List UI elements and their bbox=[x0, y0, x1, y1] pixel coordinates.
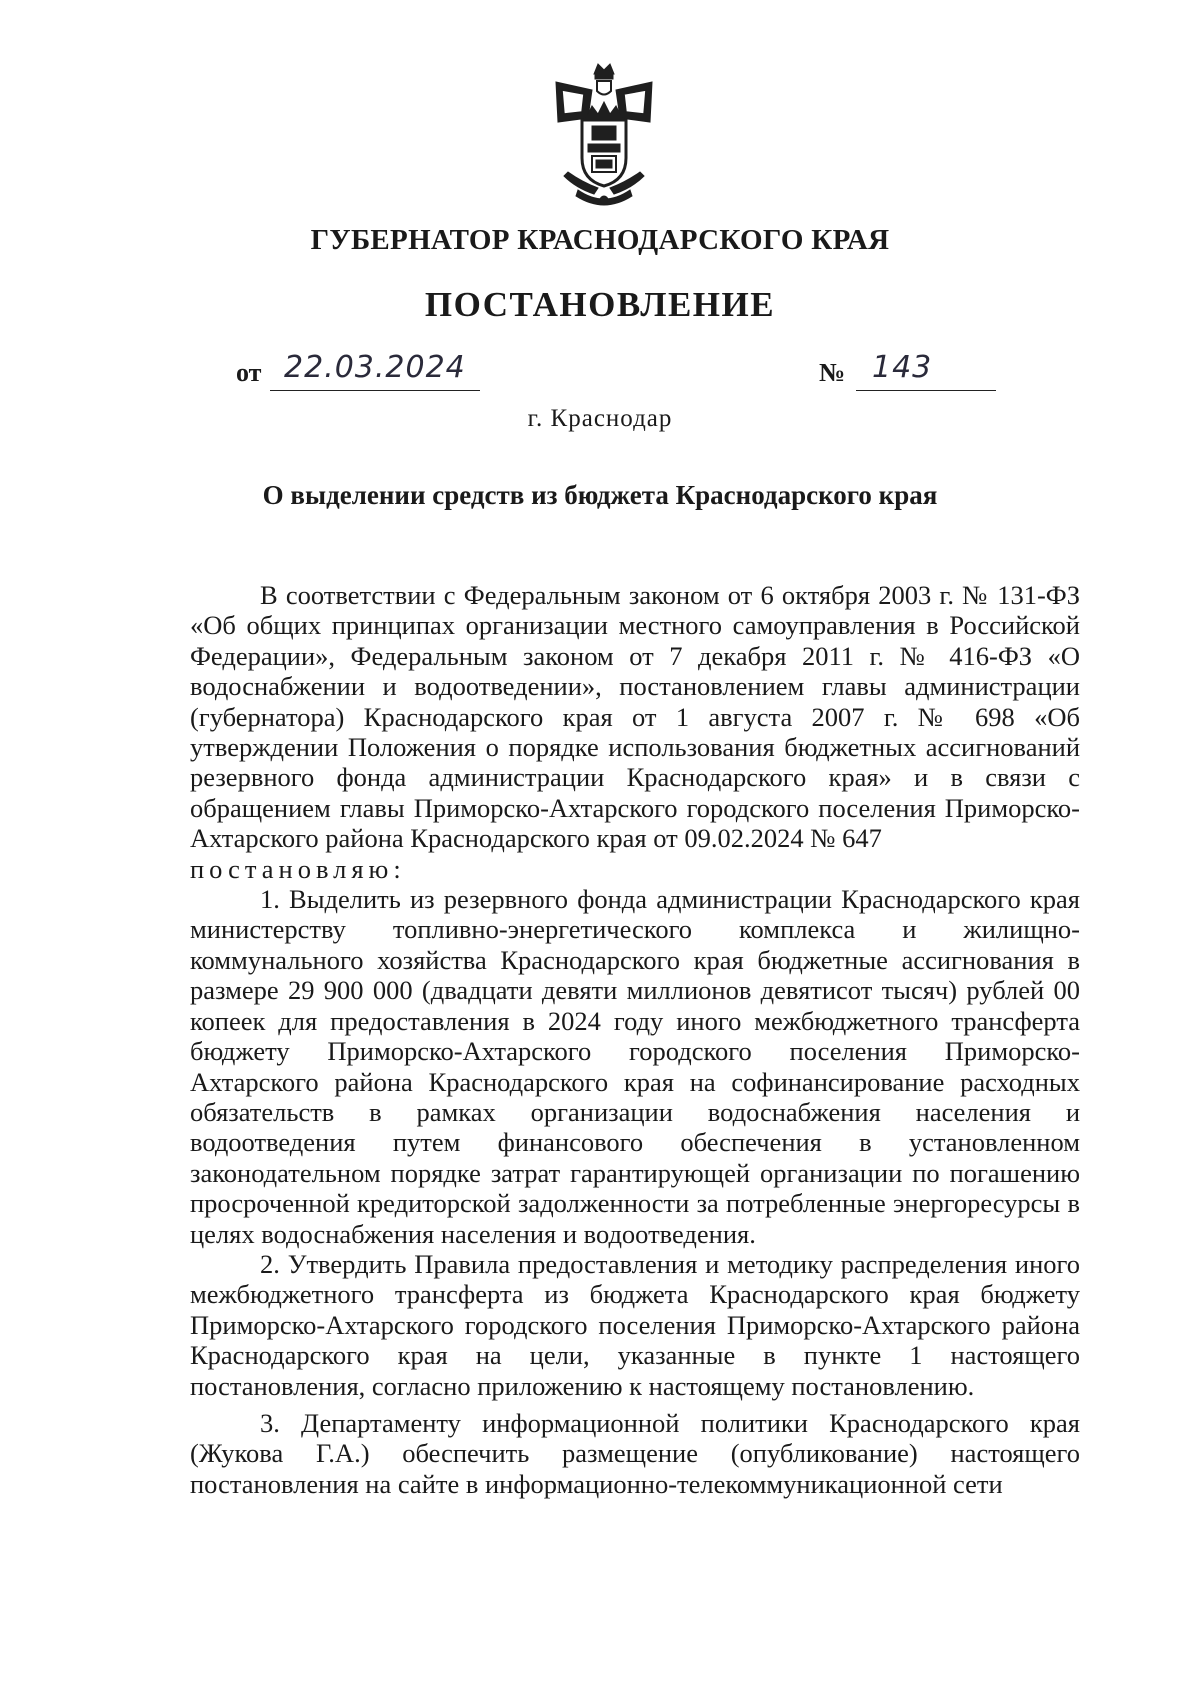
date-field bbox=[270, 350, 480, 391]
document-type-title: ПОСТАНОВЛЕНИЕ bbox=[424, 285, 776, 324]
city-line: г. Краснодар bbox=[527, 405, 673, 432]
decree-word: постановляю: bbox=[190, 853, 406, 884]
preamble-paragraph: В соответствии с Федеральным законом от 6 октября 2003 г. № 131-ФЗ «Об общих принципах организации местного самоуправления в Российской Федерации», Федеральным законом от 7 декабря 2011 г. № 416-ФЗ «О водоснабжении и водоотведении», постановлением главы администрации (губернатора) Краснодарского края от 1 августа 2007 г. № 698 «Об утверждении Положения о порядке использования бюджетных ассигнований резервного фонда администрации Краснодарского края» и в связи с обращением главы Приморско-Ахтарского городского поселения Приморско-Ахтарского района Краснодарского края от 09.02.2024 № 647 bbox=[190, 580, 1080, 854]
item-1-paragraph: 1. Выделить из резервного фонда администрации Краснодарского края министерству топливно-энергетического комплекса и жилищно-коммунального хозяйства Краснодарского края бюджетные ассигнования в размере 29 900 000 (двадцати девяти миллионов девятисот тысяч) рублей 00 копеек для предоставления в 2024 году иного межбюджетного трансферта бюджету Приморско-Ахтарского городского поселения Приморско-Ахтарского района Краснодарского края на софинансирование расходных обязательств в рамках организации водоснабжения населения и водоотведения путем финансового обеспечения в установленном законодательном порядке затрат гарантирующей организации по погашению просроченной кредиторской задолженности за потребленные энергоресурсы в целях водоснабжения населения и водоотведения. bbox=[190, 884, 1080, 1249]
number-label: № bbox=[819, 358, 846, 387]
date-number-row bbox=[236, 350, 996, 394]
item-2-paragraph: 2. Утвердить Правила предоставления и методику распределения иного межбюджетного трансферта из бюджета Краснодарского края бюджету Приморско-Ахтарского городского поселения Приморско-Ахтарского района Краснодарского края на цели, указанные в пункте 1 настоящего постановления, согласно приложению к настоящему постановлению. bbox=[190, 1248, 1080, 1401]
document-subject: О выделении средств из бюджета Краснодарского края bbox=[262, 480, 938, 510]
date-label: от bbox=[236, 358, 262, 387]
issuing-authority: ГУБЕРНАТОР КРАСНОДАРСКОГО КРАЯ bbox=[310, 224, 890, 256]
handwritten-date: 22.03.2024 bbox=[284, 350, 466, 385]
number-field bbox=[856, 350, 996, 391]
coat-of-arms-emblem-icon bbox=[548, 60, 660, 210]
handwritten-number: 143 bbox=[872, 350, 933, 385]
document-body bbox=[190, 580, 1080, 1499]
item-3-paragraph: 3. Департаменту информационной политики Краснодарского края (Жукова Г.А.) обеспечить размещение (опубликование) настоящего постановления на сайте в информационно-телекоммуникационной сети bbox=[190, 1407, 1080, 1499]
